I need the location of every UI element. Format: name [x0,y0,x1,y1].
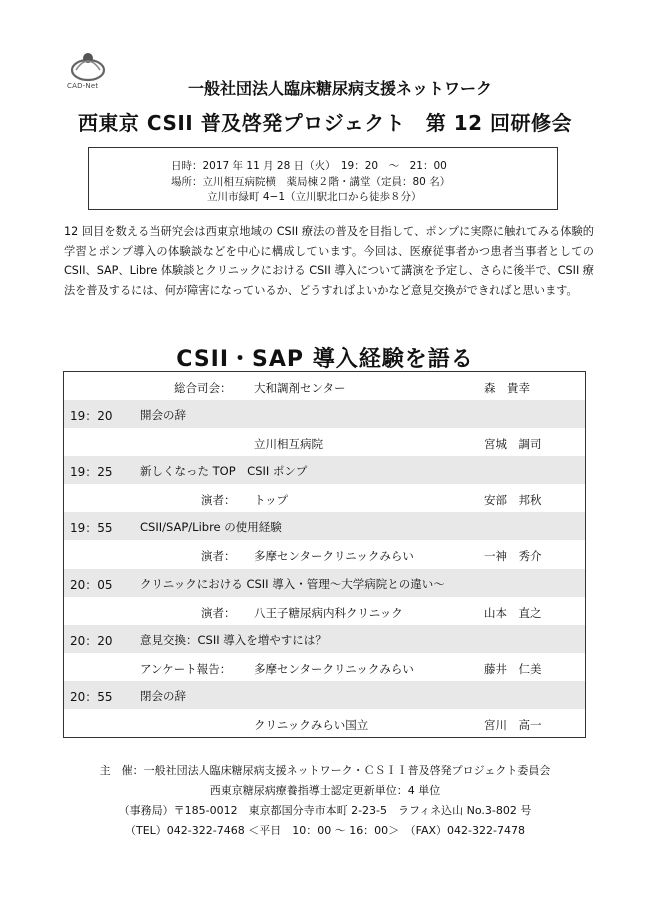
speaker-affiliation: 立川相互病院 [254,437,323,452]
speaker-name: 宮城 調司 [484,437,542,452]
program-row [64,653,585,681]
speaker-affiliation: クリニックみらい国立 [254,717,369,732]
moderator-org: 大和調剤センター [254,381,346,395]
speaker-role: 演者： [201,549,236,564]
speaker-affiliation: 多摩センタークリニックみらい [254,661,414,676]
event-info-box [88,147,558,210]
session-topic: 意見交換：CSII 導入を増やすには？ [140,632,327,647]
speaker-name: 藤井 仁美 [484,661,542,676]
program-row-moderator [64,372,585,400]
page-title: 西東京 CSII 普及啓発プロジェクト 第 12 回研修会 [77,111,573,135]
speaker-affiliation: 多摩センタークリニックみらい [254,549,414,564]
speaker-name: 安部 邦秋 [484,493,542,508]
speaker-name: 一神 秀介 [484,549,542,564]
moderator-role: 総合司会： [174,381,232,395]
event-address: 立川市緑町 4−1（立川駅北口から徒歩８分） [207,191,422,203]
speaker-affiliation: 八王子糖尿病内科クリニック [254,605,403,620]
speaker-role: アンケート報告： [140,661,232,676]
program-table [63,371,586,738]
program-row [64,456,585,484]
program-row [64,681,585,709]
speaker-name: 宮川 高一 [484,717,542,732]
program-row [64,569,585,597]
session-topic: 開会の辞 [140,408,186,423]
session-topic: CSII/SAP/Libre の使用経験 [140,520,282,535]
footer-contact: （TEL）042-322-7468 ＜平日 10：00 ～ 16：00＞ （FAX）042-322-7478 [124,824,525,837]
program-row [64,597,585,625]
program-row [64,540,585,568]
session-time: 20：05 [70,577,113,592]
session-topic: 閉会の辞 [140,688,186,703]
speaker-role: 演者： [201,493,236,508]
footer-host: 主 催：一般社団法人臨床糖尿病支援ネットワーク・ＣＳＩＩ普及啓発プロジェクト委員会 [99,764,551,777]
speaker-name: 山本 直之 [484,605,542,620]
event-datetime: 日時：2017 年 11 月 28 日（火） 19：20 ～ 21：00 [171,160,447,172]
intro-paragraph: 12 回目を数える当研究会は西東京地域の CSII 療法の普及を目指して、ポンプに実際に触れてみる体験的学習とポンプ導入の体験談などを中心に構成しています。今回は、医療従事者かつ患者当事者としての CSII、SAP、Libre 体験談とクリニックにおける CSII 導入について講演を予定し、さらに後半で、CSII 療法を普及するには、何が障害になっているか、どうすればよいかなど意見交換ができればと思います。 [64,225,594,297]
event-venue: 場所：立川相互病院横 薬局棟２階・講堂（定員：80 名） [171,176,451,188]
program-row [64,709,585,737]
session-topic: クリニックにおける CSII 導入・管理～大学病院との違い～ [140,576,445,591]
speaker-role: 演者： [201,605,236,620]
program-row [64,484,585,512]
organization-name: 一般社団法人臨床糖尿病支援ネットワーク [187,79,492,98]
program-row [64,400,585,428]
speaker-affiliation: トップ [254,493,289,508]
session-topic: 新しくなった TOP CSII ポンプ [140,464,308,479]
session-time: 19：55 [70,521,113,536]
session-time: 20：20 [70,633,113,648]
program-title: CSII・SAP 導入経験を語る [176,347,474,372]
session-time: 19：20 [70,409,113,424]
program-row [64,428,585,456]
session-time: 20：55 [70,689,113,704]
program-row [64,512,585,540]
program-row [64,625,585,653]
moderator-name: 森 貴幸 [484,381,530,395]
logo-text: CAD-Net [67,82,99,90]
session-time: 19：25 [70,465,113,480]
footer-credit: 西東京糖尿病療養指導士認定更新単位：4 単位 [209,784,441,797]
footer-office: （事務局）〒185-0012 東京都国分寺市本町 2-23-5 ラフィネ込山 No.3-802 号 [118,804,532,817]
